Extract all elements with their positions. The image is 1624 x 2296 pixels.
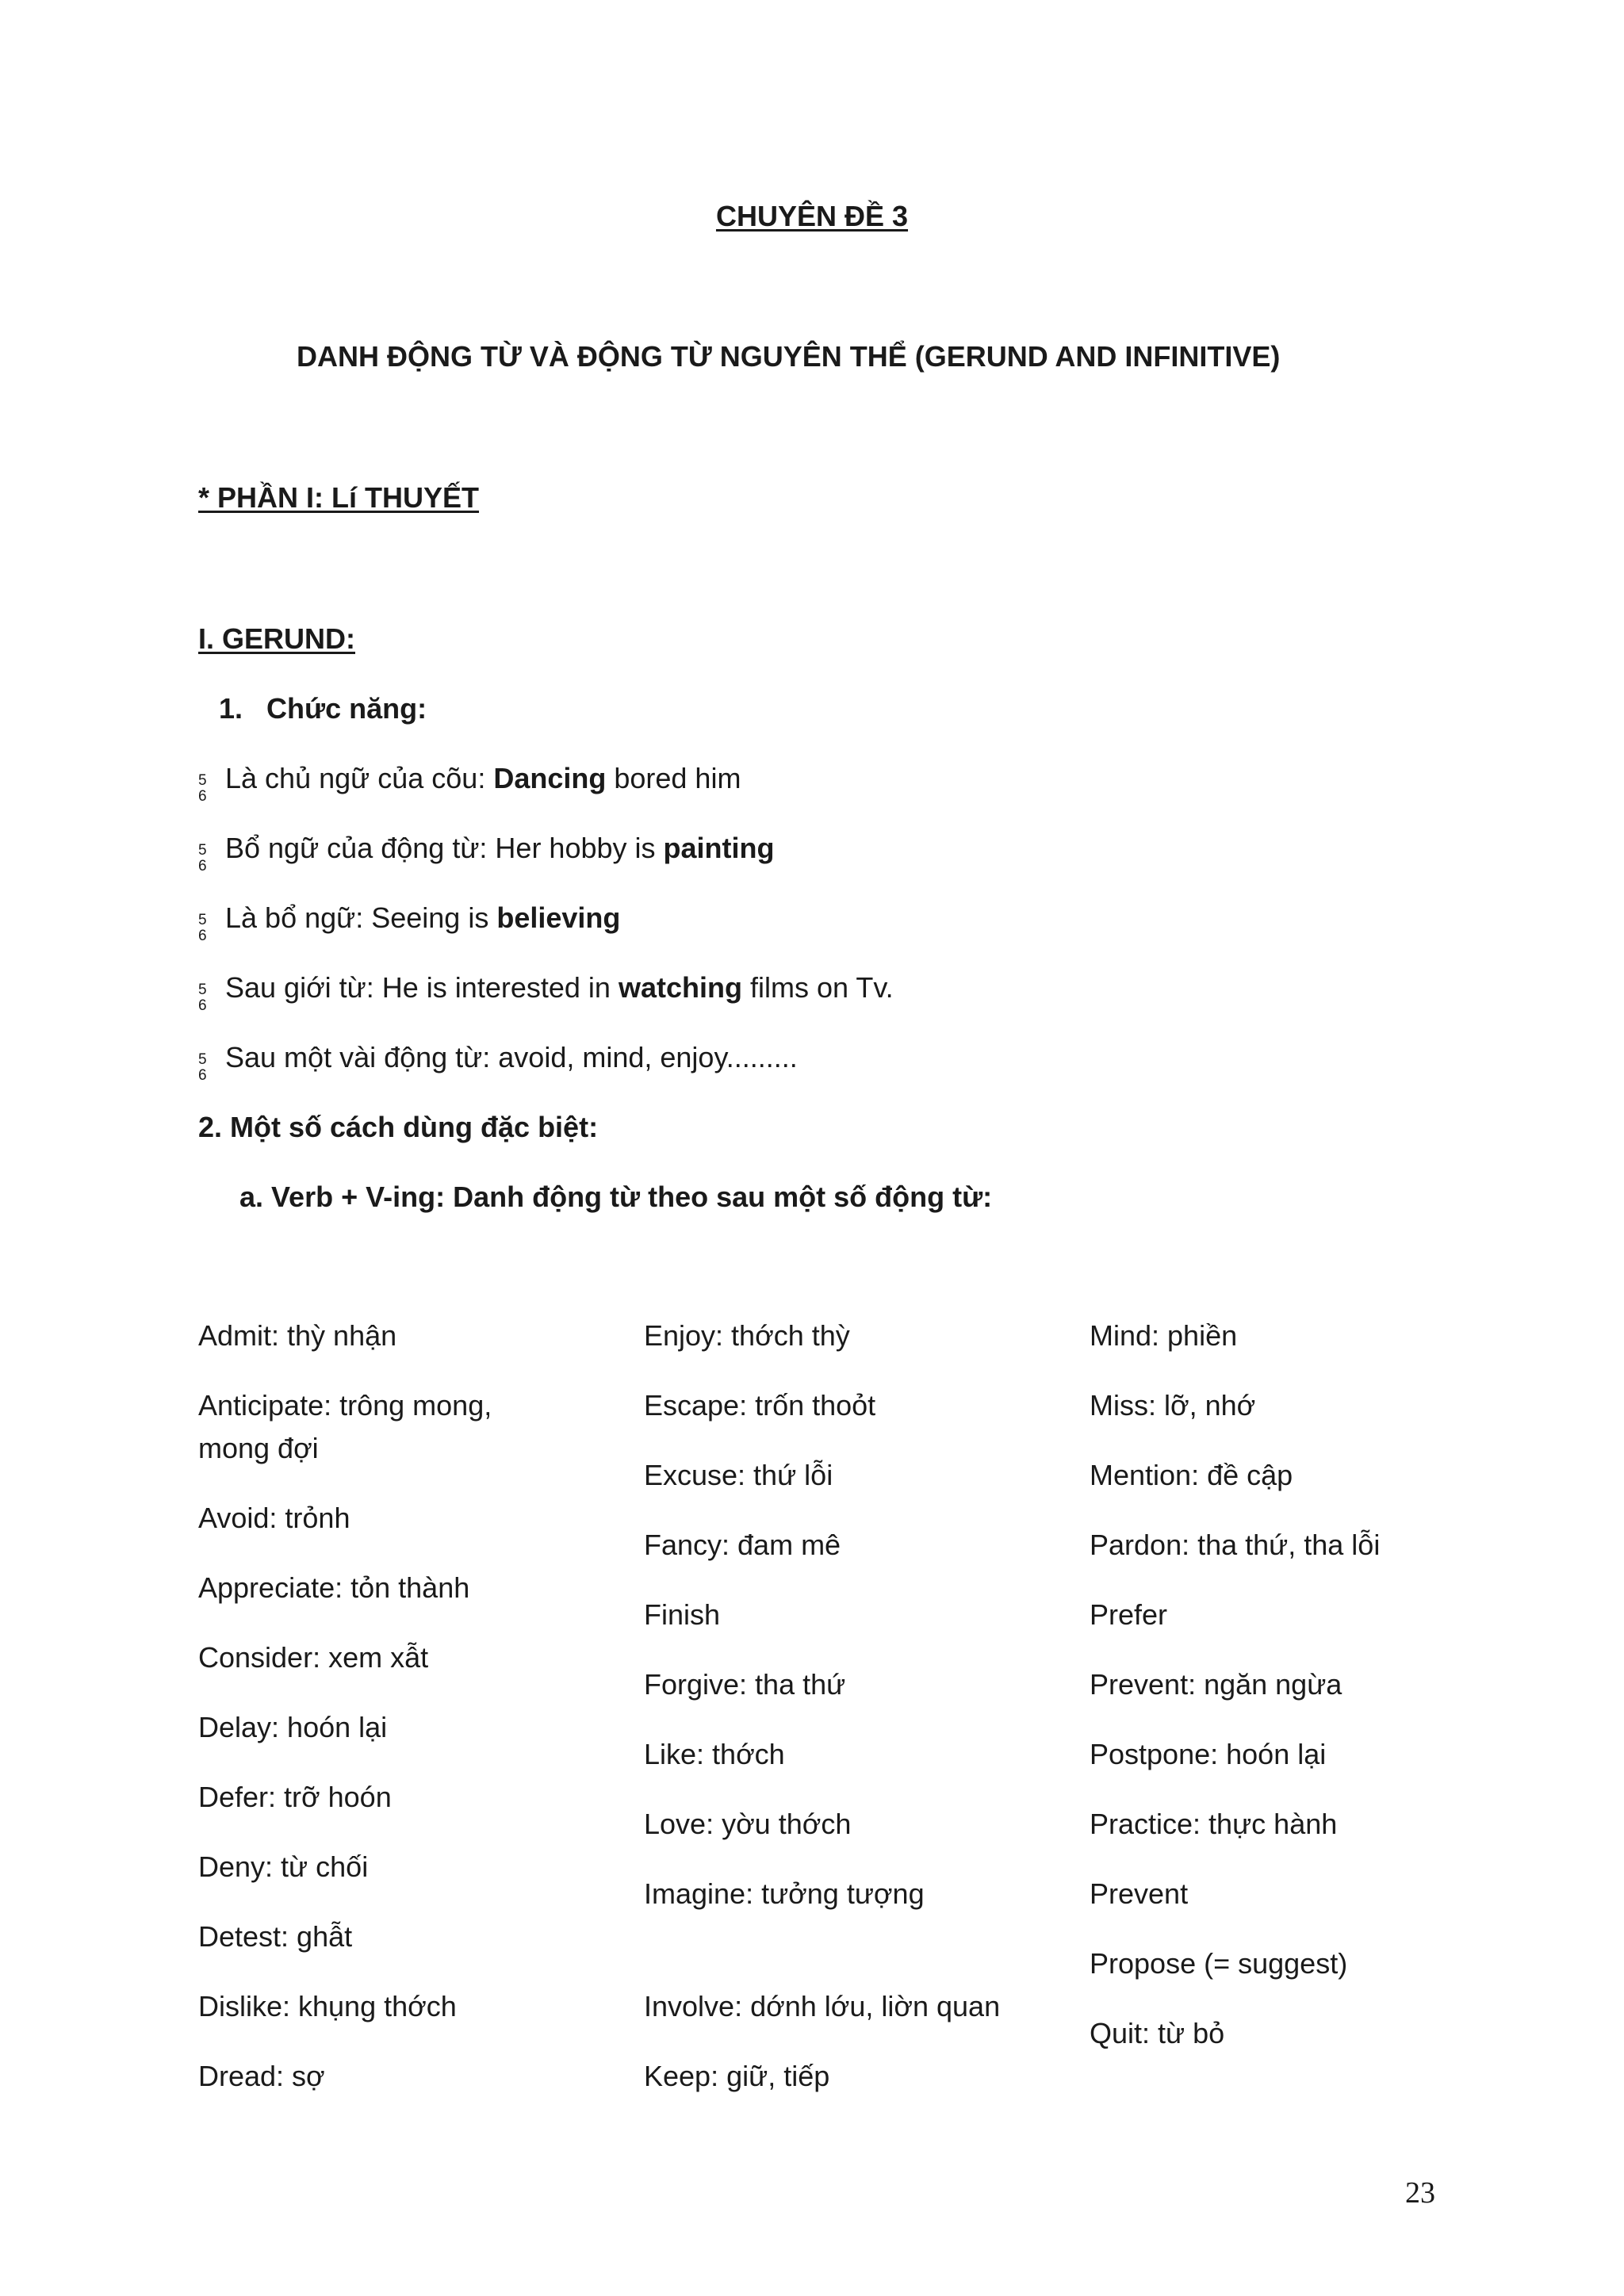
- verb-item: Prevent: [1090, 1877, 1189, 1910]
- section-heading: I. GERUND:: [198, 622, 355, 655]
- verb-item: Escape: trốn thoỏt: [644, 1389, 876, 1422]
- verb-item: Prevent: ngăn ngừa: [1090, 1668, 1342, 1701]
- verb-item: Admit: thỳ nhận: [198, 1319, 397, 1352]
- topic-title: DANH ĐỘNG TỪ VÀ ĐỘNG TỪ NGUYÊN THỂ (GERUND AND INFINITIVE): [297, 340, 1281, 373]
- verb-item: Mind: phiền: [1090, 1319, 1238, 1352]
- bullet-icon: 5 6: [198, 842, 207, 874]
- subsection-2a: a. Verb + V-ing: Danh động từ theo sau một số động từ:: [239, 1181, 993, 1213]
- verb-item: Delay: hoón lại: [198, 1711, 388, 1743]
- list-item: 5 6 Bổ ngữ của động từ: Her hobby is painting: [198, 832, 775, 874]
- verb-item: Anticipate: trông mong, mong đợi: [198, 1389, 492, 1464]
- verb-item: Dislike: khụng thớch: [198, 1990, 457, 2022]
- bullet-icon: 5 6: [198, 982, 207, 1014]
- verb-item: Imagine: tưởng tượng: [644, 1877, 925, 1910]
- verb-item: Excuse: thứ lỗi: [644, 1459, 833, 1491]
- subsection-1-number: 1.: [219, 692, 243, 725]
- verb-item: Enjoy: thớch thỳ: [644, 1319, 850, 1352]
- subsection-1-label: Chức năng:: [266, 692, 427, 725]
- verb-item: Finish: [644, 1598, 721, 1631]
- bullet-icon: 5 6: [198, 1051, 207, 1084]
- verb-item: Involve: dớnh lớu, liờn quan: [644, 1990, 1001, 2022]
- subsection-2: 2. Một số cách dùng đặc biệt:: [198, 1111, 599, 1143]
- verb-item: Appreciate: tỏn thành: [198, 1571, 470, 1604]
- verb-item: Dread: sợ: [198, 2060, 325, 2092]
- page-number: 23: [1405, 2176, 1435, 2210]
- verb-item: Miss: lỡ, nhớ: [1090, 1389, 1256, 1422]
- verb-item: Postpone: hoón lại: [1090, 1738, 1327, 1770]
- verb-item: Deny: từ chối: [198, 1850, 369, 1883]
- verb-item: Propose (= suggest): [1090, 1947, 1348, 1980]
- bullet-icon: 5 6: [198, 772, 207, 805]
- list-item: 5 6 Là bổ ngữ: Seeing is believing: [198, 901, 621, 944]
- chapter-title: CHUYÊN ĐỀ 3: [715, 200, 909, 232]
- verb-item: Forgive: tha thứ: [644, 1668, 846, 1701]
- part-heading: * PHẦN I: Lí THUYẾT: [198, 481, 480, 514]
- bullet-icon: 5 6: [198, 912, 207, 944]
- list-item: 5 6 Sau một vài động từ: avoid, mind, enjoy.........: [198, 1041, 798, 1084]
- verb-item: Defer: trỡ hoón: [198, 1781, 392, 1813]
- verb-item: Detest: ghẫt: [198, 1920, 353, 1953]
- subsection-1: [219, 691, 427, 726]
- verb-item: Like: thớch: [644, 1738, 785, 1770]
- verb-item: Avoid: trỏnh: [198, 1502, 350, 1534]
- list-item: 5 6 Là chủ ngữ của cõu: Dancing bored him: [198, 762, 741, 805]
- list-item: 5 6 Sau giới từ: He is interested in watching films on Tv.: [198, 971, 894, 1014]
- verb-item: Quit: từ bỏ: [1090, 2017, 1225, 2049]
- verb-item: Consider: xem xẫt: [198, 1641, 429, 1674]
- verb-item: Prefer: [1090, 1598, 1168, 1631]
- verb-item: Mention: đề cập: [1090, 1459, 1293, 1491]
- verb-item: Pardon: tha thứ, tha lỗi: [1090, 1529, 1381, 1561]
- verb-item: Love: yờu thớch: [644, 1808, 852, 1840]
- verb-item: Keep: giữ, tiếp: [644, 2060, 830, 2092]
- verb-item: Practice: thực hành: [1090, 1808, 1338, 1840]
- verb-item: Fancy: đam mê: [644, 1529, 841, 1561]
